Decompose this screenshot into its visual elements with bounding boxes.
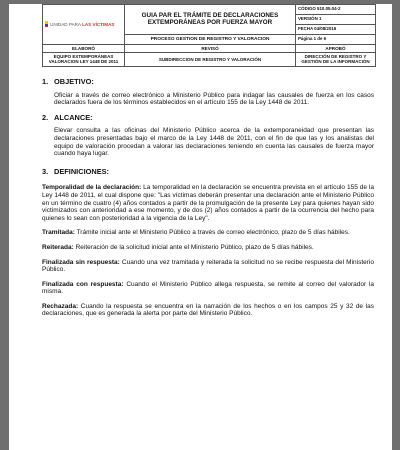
section-title: ALCANCE:: [54, 112, 93, 122]
page-number: Página 1 de 6: [298, 35, 327, 41]
unidad-victimas-logo: [45, 21, 122, 27]
definition-paragraph: [42, 244, 374, 252]
definition-text: Reiteración de la solicitud inicial ante el Ministerio Público, plazo de 5 días hábiles.: [73, 243, 314, 251]
section-objetivo-heading: [42, 78, 374, 86]
logo-cell: [43, 5, 125, 45]
definition-text: Cuando la respuesta se encuentra en la narración de los hechos o en los campos 25 y 32 de las declaraciones, que es generada la alerta por parte del Ministerio Público.: [42, 302, 374, 318]
definition-term: Rechazada:: [42, 302, 79, 310]
document-version: VERSIÓN 1: [296, 15, 375, 25]
definition-text: La temporalidad en la declaración se encuentra prevista en el artículo 155 de la Ley 1448 de 2011, el cual dispone que: "Las víctimas deberán presentar una declaración ante el Ministerio Público en un término de cuatro (4) años contados a partir de la promulgación de la presente Ley para quienes hayan sido victimizados con anterioridad a ese momento, y de dos (2) años contados a partir de la ocurrencia del hecho para quienes lo sean con posterioridad a la vigencia de la Ley".: [42, 184, 374, 222]
definition-term: Reiterada:: [42, 243, 74, 251]
definition-paragraph: [42, 281, 374, 296]
colombia-flag-icon: [45, 21, 48, 27]
section-title: DEFINICIONES:: [54, 166, 110, 176]
definition-term: Tramitada:: [42, 229, 75, 237]
definition-term: Temporalidad de la declaración:: [42, 184, 142, 192]
section-definiciones-heading: [42, 168, 374, 176]
aprobo-value: DIRECCIÓN DE REGISTRO Y GESTIÓN DE LA INFORMACIÓN: [296, 52, 376, 66]
section-alcance-text: Elevar consulta a las oficinas del Ministerio Pͅúblico acerca de la extemporaneidad que presentan las declaraciones presentadas bajo el marco de la Ley 1448 de 2011, con el fin de que las y los analistas del equipo de valoración procedan a valorar las declaraciones teniendo en cuenta las causales de fuerza mayor cuando haya lugar.: [54, 127, 374, 158]
section-number: 3.: [42, 166, 49, 176]
definition-paragraph: [42, 259, 374, 274]
document-body: [42, 78, 374, 318]
process-name: PROCESO GESTION DE REGISTRO Y VALORACION: [125, 34, 296, 44]
document-date: FECHA 04/08/2016: [296, 25, 375, 35]
reviso-header: REVISÓ: [125, 44, 296, 52]
definition-text: Trámite inicial ante el Ministerio Público a través de correo electrónico, plazo de 5 días hábiles.: [74, 229, 350, 237]
document-meta: [296, 5, 376, 45]
section-title: OBJETIVO:: [54, 77, 94, 86]
definition-paragraph: [42, 184, 374, 222]
document-title: GUIA PAR EL TRÁMITE DE DECLARACIONES EXTEMPORÁNEAS POR FUERZA MAYOR: [125, 5, 296, 35]
definition-paragraph: [42, 229, 374, 237]
logo-prefix: UNIDAD PARA: [50, 21, 82, 27]
section-alcance-heading: [42, 114, 374, 122]
section-number: 1.: [42, 77, 49, 86]
elaboro-value: EQUIPO EXTEMPORÁNEAS VALORACION LEY 1448 DE 2011: [43, 52, 125, 66]
aprobo-header: APROBÓ: [296, 44, 376, 52]
document-header-table: [42, 4, 376, 67]
logo-strong: LAS VÍCTIMAS: [82, 21, 115, 27]
definition-term: Finalizada sin respuesta:: [42, 258, 120, 266]
elaboro-header: ELABORÓ: [43, 44, 125, 52]
section-number: 2.: [42, 112, 49, 122]
document-code: CÓDIGO 510.05.04-2: [296, 5, 375, 15]
definition-text: Cuando una vez tramitada y reiterada la solicitud no se recibe respuesta del Ministerio Público.: [42, 258, 374, 274]
section-objetivo-text: Oficiar a través de correo electrónico a Ministerio Público para indagar las causales de fuerza en los casos declarados fuera de los términos establecidos en el artículo 155 de la Ley 1448 de 2011.: [54, 91, 374, 107]
definition-text: Cuando el Ministerio Público allega respuesta, se remite al correo del valorador la misma.: [42, 280, 375, 296]
document-page: [9, 4, 392, 450]
definition-paragraph: [42, 303, 374, 318]
definition-term: Finalizada con respuesta:: [42, 280, 124, 288]
reviso-value: SUBDIRECCION DE REGISTRO Y VALORACIÓN: [125, 52, 296, 66]
